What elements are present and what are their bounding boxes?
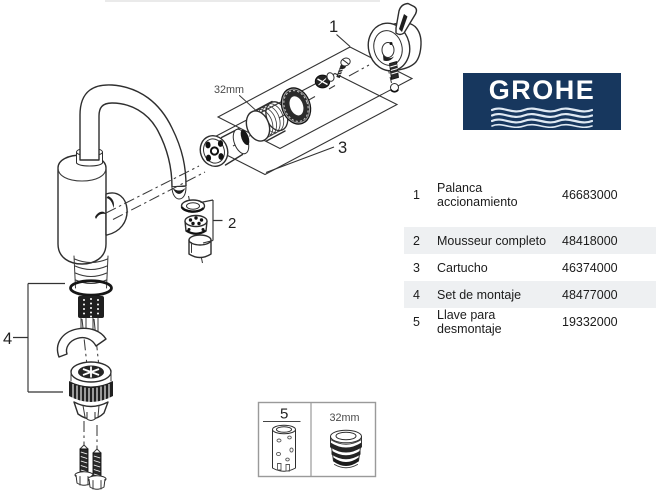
mousseur-housing xyxy=(189,235,211,258)
o-ring xyxy=(71,281,112,295)
mounting-set xyxy=(58,256,113,489)
callout-1-label: 1 xyxy=(329,18,339,36)
faucet-body xyxy=(58,148,127,264)
threaded-ring xyxy=(277,84,316,128)
part-number-cell: 2 xyxy=(413,233,420,248)
table-row xyxy=(404,281,656,308)
center-lines xyxy=(82,57,392,450)
part-name-cell: Palanca accionamiento xyxy=(437,181,518,209)
part-name-cell: Mousseur completo xyxy=(437,233,547,248)
part-code-cell: 48477000 xyxy=(562,287,618,302)
part-code-cell: 19332000 xyxy=(562,314,618,329)
part-number-cell: 4 xyxy=(413,287,420,302)
table-row xyxy=(404,254,656,281)
table-row xyxy=(404,308,656,335)
part-name-cell: Set de montaje xyxy=(437,287,522,302)
detail-dimension-label: 32mm xyxy=(329,412,360,424)
grohe-waves-icon xyxy=(491,106,593,128)
nut-32mm-icon xyxy=(331,430,362,468)
mousseur-stack xyxy=(182,200,212,258)
grub-screw xyxy=(338,57,351,78)
mousseur-screen xyxy=(185,216,207,235)
cartridge-assembly xyxy=(196,57,351,170)
part-code-cell: 48418000 xyxy=(562,233,618,248)
grohe-logo xyxy=(463,73,621,130)
small-nut xyxy=(315,72,335,88)
table-row xyxy=(404,181,656,209)
detail-callout-label: 5 xyxy=(280,405,289,423)
part-number-cell: 5 xyxy=(413,314,420,329)
callout-2-label: 2 xyxy=(228,215,237,232)
callout-4-label: 4 xyxy=(3,330,13,348)
dimension-label: 32mm xyxy=(214,84,244,96)
handle-dome-cap xyxy=(391,84,399,92)
detail-box xyxy=(259,403,376,477)
parts-table xyxy=(404,181,656,336)
mounting-nut xyxy=(69,362,113,421)
part-number-cell: 1 xyxy=(413,188,420,202)
part-code-cell: 46374000 xyxy=(562,260,618,275)
part-name-cell: Cartucho xyxy=(437,260,488,275)
handle-screw xyxy=(390,62,399,80)
part-code-cell: 46683000 xyxy=(562,188,618,202)
mounting-stud xyxy=(88,449,106,489)
part-name-cell: Llave para desmontaje xyxy=(437,307,502,336)
table-row xyxy=(404,227,656,254)
part-number-cell: 3 xyxy=(413,260,420,275)
grohe-logo-text: GROHE xyxy=(488,75,596,105)
removal-tool-icon xyxy=(273,425,296,471)
callout-3-label: 3 xyxy=(338,139,348,157)
horseshoe-washer xyxy=(58,328,106,357)
